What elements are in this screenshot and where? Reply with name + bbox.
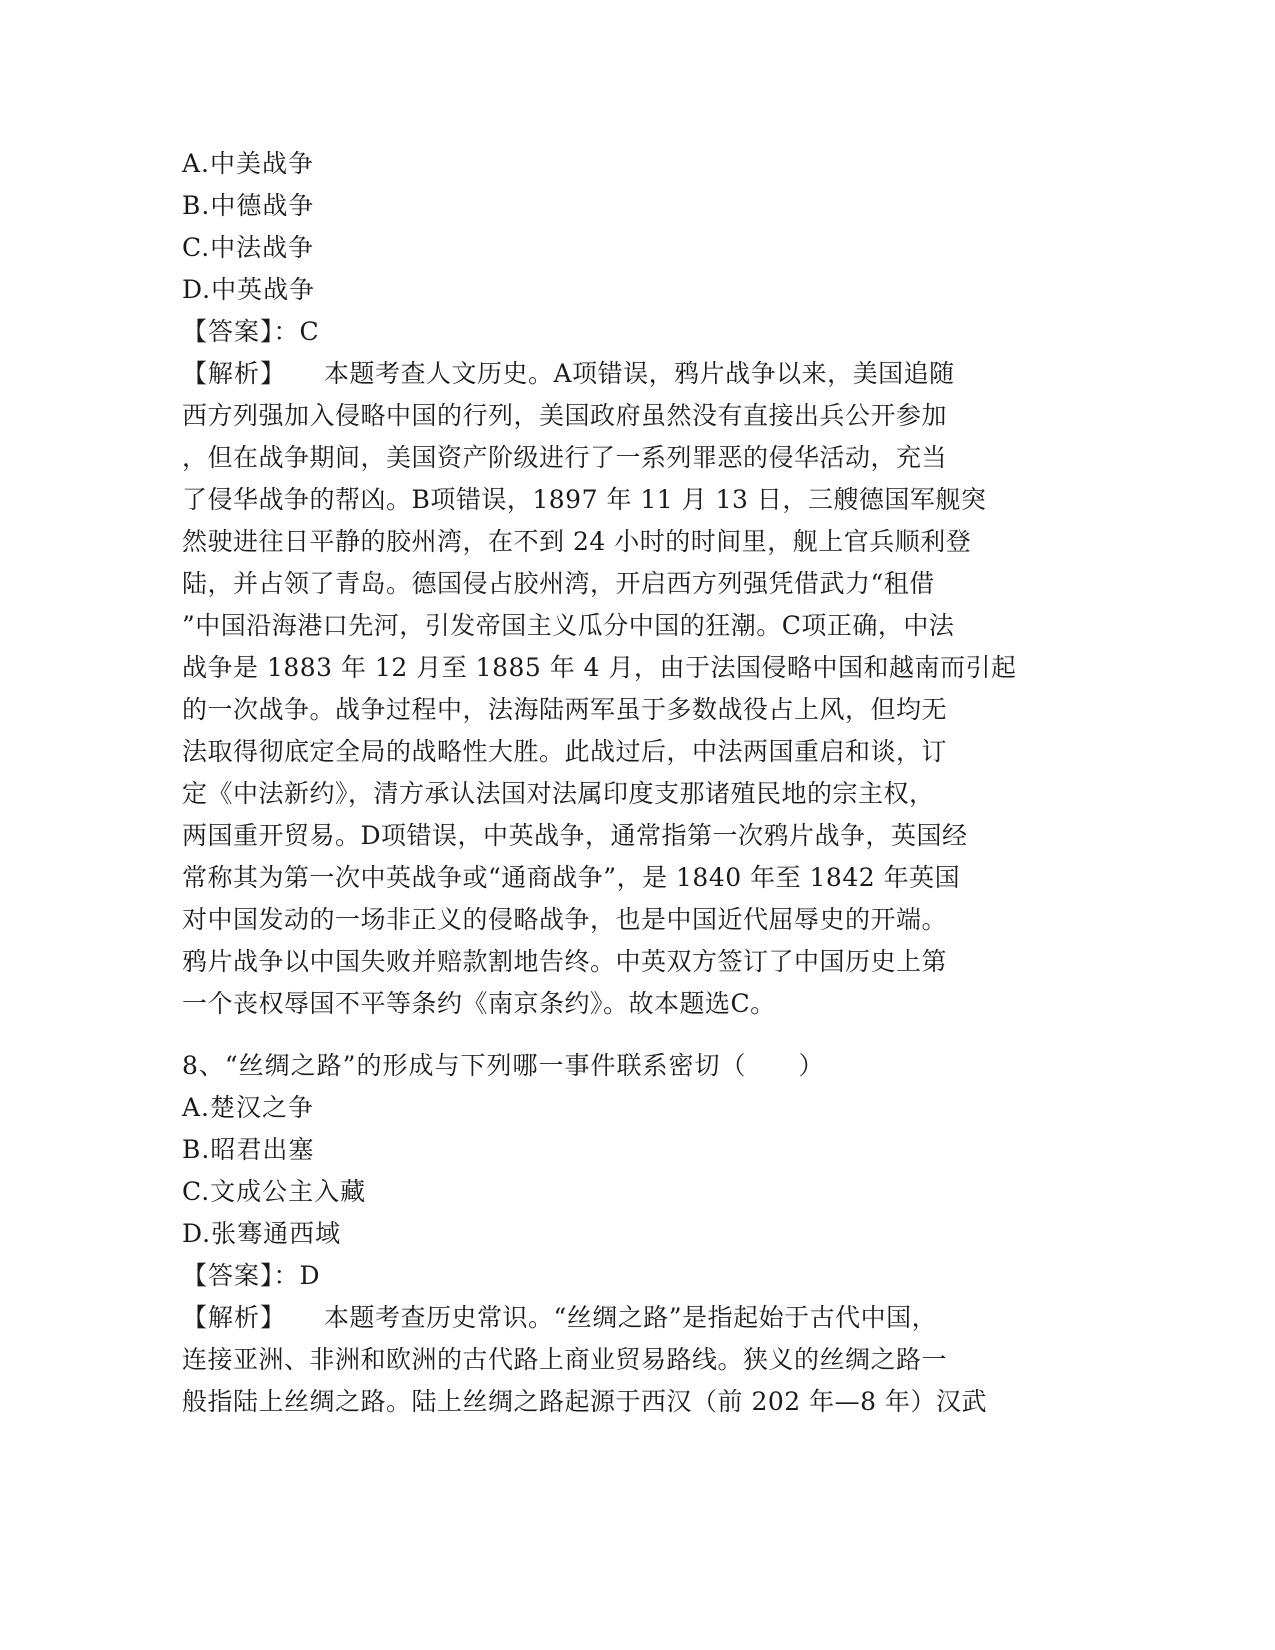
q7-analysis-line: 法取得彻底定全局的战略性大胜。此战过后，中法两国重启和谈，订 — [182, 737, 948, 766]
q7-analysis-line: 然驶进往日平静的胶州湾，在不到 24 小时的时间里，舰上官兵顺利登 — [182, 527, 972, 556]
q8-analysis — [182, 1297, 1082, 1423]
q7-analysis-line: 西方列强加入侵略中国的行列，美国政府虽然没有直接出兵公开参加 — [182, 401, 948, 430]
q8-option-a: A.楚汉之争 — [182, 1093, 315, 1122]
q7-analysis-line: 战争是 1883 年 12 月至 1885 年 4 月，由于法国侵略中国和越南而引起 — [182, 653, 1017, 682]
q7-analysis-line: 本题考查人文历史。A项错误，鸦片战争以来，美国追随 — [324, 359, 955, 388]
q8-analysis-row-0 — [182, 1297, 1082, 1339]
q7-answer-label: 【答案】： — [182, 317, 300, 346]
q7-analysis-line: 常称其为第一次中英战争或“通商战争”，是 1840 年至 1842 年英国 — [182, 863, 961, 892]
q7-analysis-line: 一个丧权辱国不平等条约《南京条约》。故本题选C。 — [182, 989, 776, 1018]
q7-analysis-line: 对中国发动的一场非正义的侵略战争，也是中国近代屈辱史的开端。 — [182, 905, 948, 934]
q7-analysis — [182, 353, 1082, 1025]
q8-option-d: D.张骞通西域 — [182, 1219, 342, 1248]
q8-analysis-label: 【解析】 — [182, 1303, 287, 1332]
q8-answer-value: D — [299, 1261, 321, 1290]
q8-answer-label: 【答案】： — [182, 1261, 300, 1290]
q8-options — [182, 1087, 1082, 1255]
q8-question: 8、“丝绸之路”的形成与下列哪一事件联系密切（ ） — [182, 1051, 825, 1080]
q8-answer — [182, 1255, 1082, 1297]
q7-analysis-label: 【解析】 — [182, 359, 287, 388]
q7-analysis-line: 两国重开贸易。D项错误，中英战争，通常指第一次鸦片战争，英国经 — [182, 821, 968, 850]
q7-option-d: D.中英战争 — [182, 275, 316, 304]
q8-option-c: C.文成公主入藏 — [182, 1177, 367, 1206]
q7-answer — [182, 311, 1082, 353]
q7-analysis-line: 了侵华战争的帮凶。B项错误，1897 年 11 月 13 日，三艘德国军舰突 — [182, 485, 987, 514]
q7-answer-value: C — [299, 317, 320, 346]
q8-option-b: B.昭君出塞 — [182, 1135, 315, 1164]
q7-analysis-line: 的一次战争。战争过程中，法海陆两军虽于多数战役占上风，但均无 — [182, 695, 948, 724]
q7-option-b: B.中德战争 — [182, 191, 315, 220]
q7-analysis-line: 鸦片战争以中国失败并赔款割地告终。中英双方签订了中国历史上第 — [182, 947, 948, 976]
document-page — [182, 143, 1082, 1423]
q7-options — [182, 143, 1082, 311]
q7-analysis-line: 陆，并占领了青岛。德国侵占胶州湾，开启西方列强凭借武力“租借 — [182, 569, 935, 598]
q7-analysis-row-0 — [182, 353, 1082, 395]
q7-analysis-line: 定《中法新约》，清方承认法国对法属印度支那诸殖民地的宗主权， — [182, 779, 935, 808]
q7-analysis-line: ”中国沿海港口先河，引发帝国主义瓜分中国的狂潮。C项正确，中法 — [182, 611, 955, 640]
q8-analysis-line: 般指陆上丝绸之路。陆上丝绸之路起源于西汉（前 202 年—8 年）汉武 — [182, 1387, 987, 1416]
q8-analysis-line: 本题考查历史常识。“丝绸之路”是指起始于古代中国， — [324, 1303, 938, 1332]
q7-option-a: A.中美战争 — [182, 149, 315, 178]
q7-analysis-line: ，但在战争期间，美国资产阶级进行了一系列罪恶的侵华活动，充当 — [182, 443, 948, 472]
q8-analysis-line: 连接亚洲、非洲和欧洲的古代路上商业贸易路线。狭义的丝绸之路一 — [182, 1345, 948, 1374]
q7-option-c: C.中法战争 — [182, 233, 315, 262]
